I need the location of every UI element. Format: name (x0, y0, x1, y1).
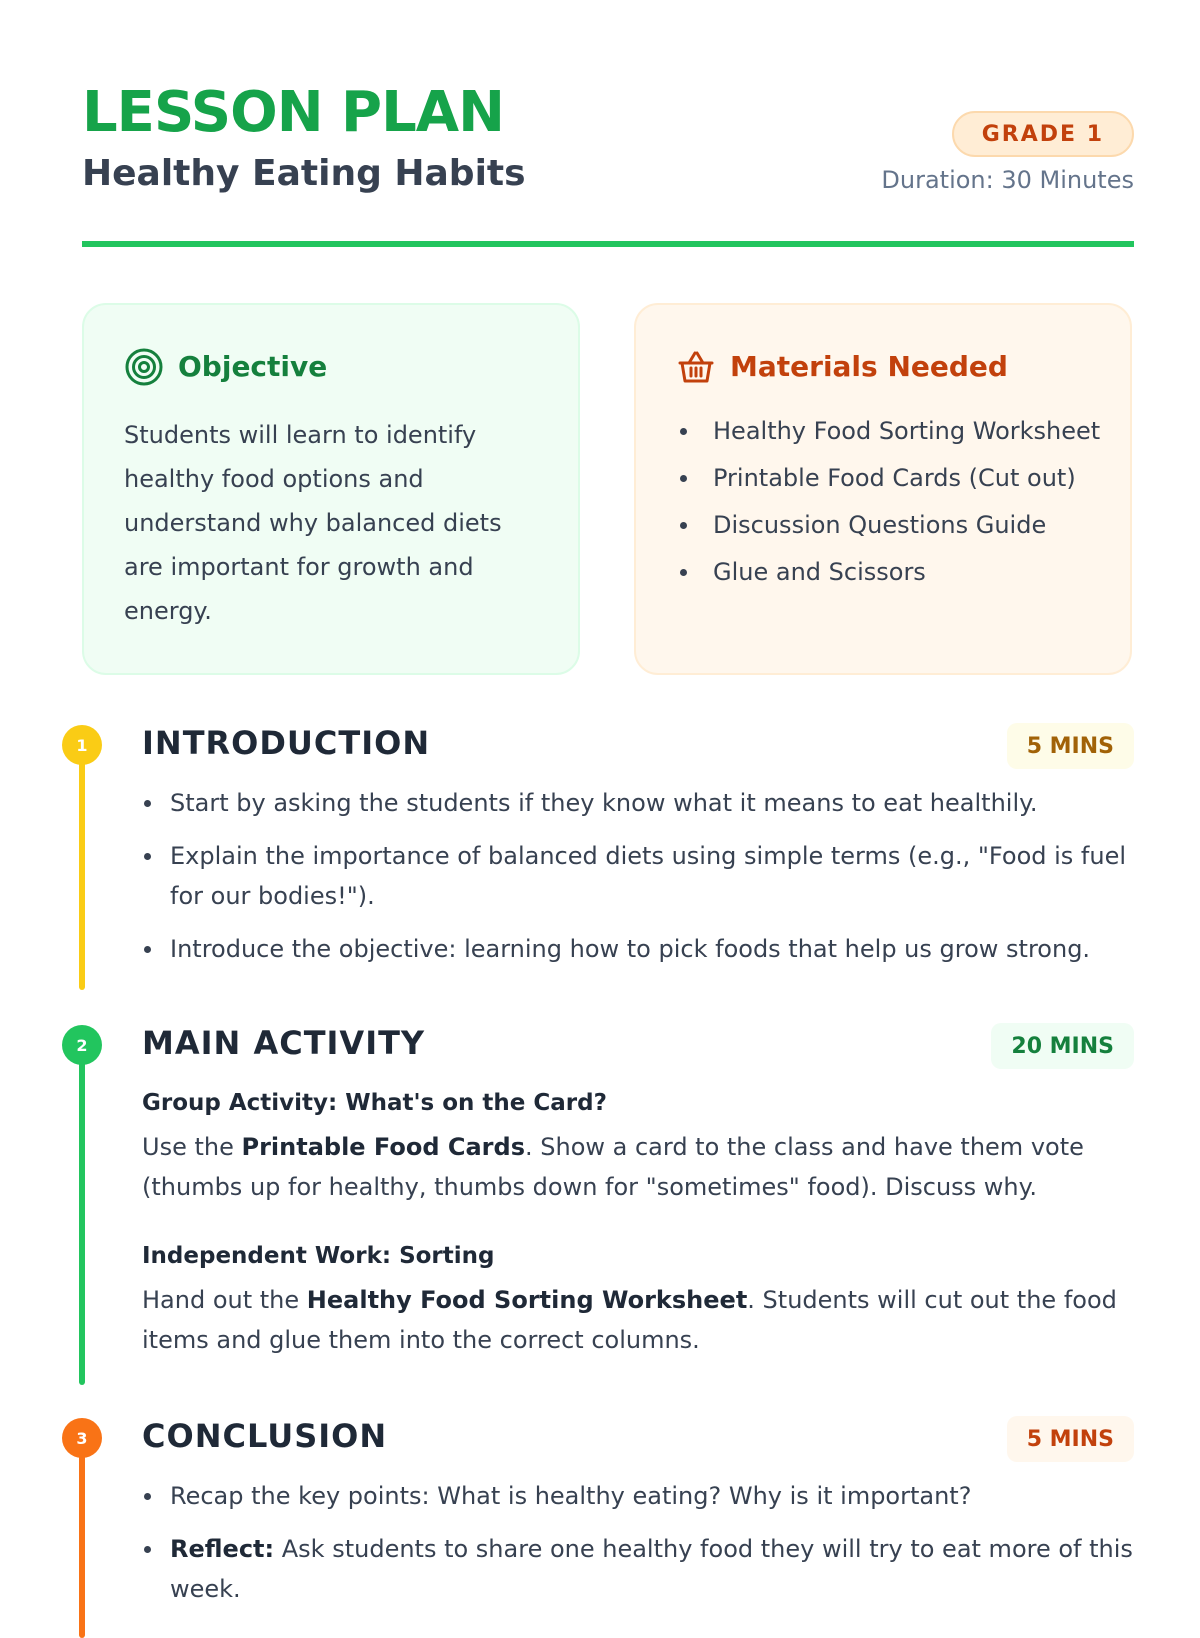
page-subtitle: Healthy Eating Habits (82, 153, 526, 194)
independent-work-text: Hand out the Healthy Food Sorting Worksheet. Students will cut out the food items and glue them into the correct columns. (142, 1286, 1117, 1354)
list-item: Start by asking the students if they know what it means to eat healthily. (142, 783, 1142, 823)
duration-label: Duration: 30 Minutes (881, 166, 1134, 194)
section-title: MAIN ACTIVITY (142, 1024, 426, 1062)
list-item: Introduce the objective: learning how to pick foods that help us grow strong. (142, 929, 1142, 969)
objective-card (82, 303, 580, 675)
list-item: Explain the importance of balanced diets using simple terms (e.g., "Food is fuel for our bodies!"). (142, 836, 1142, 916)
section-title: CONCLUSION (142, 1417, 388, 1455)
materials-title: Materials Needed (730, 350, 1008, 383)
materials-header (676, 347, 1008, 387)
list-item: Discussion Questions Guide (676, 505, 1106, 545)
list-item: Glue and Scissors (676, 552, 1106, 592)
section-list (142, 1476, 1142, 1622)
objective-title: Objective (178, 350, 328, 383)
objective-text: Students will learn to identify healthy food options and understand why balanced diets are important for growth and energy. (124, 421, 502, 625)
materials-card (634, 303, 1132, 675)
header-divider (82, 241, 1134, 247)
list-item: Printable Food Cards (Cut out) (676, 458, 1106, 498)
group-activity-text: Use the Printable Food Cards. Show a card to the class and have them vote (thumbs up for healthy, thumbs down for "sometimes" food). Discuss why. (142, 1133, 1084, 1201)
basket-icon (676, 347, 716, 387)
timeline-line (79, 745, 85, 990)
list-item: Healthy Food Sorting Worksheet (676, 411, 1106, 451)
timeline-line (79, 1438, 85, 1638)
duration-badge: 5 MINS (1007, 1416, 1134, 1462)
objective-header (124, 347, 327, 387)
group-activity-heading: Group Activity: What's on the Card? (142, 1090, 607, 1116)
independent-work-heading: Independent Work: Sorting (142, 1243, 495, 1269)
lesson-plan-page (76, 0, 1134, 1603)
section-title: INTRODUCTION (142, 724, 431, 762)
duration-badge: 20 MINS (991, 1023, 1134, 1069)
step-number-badge: 1 (62, 725, 102, 765)
duration-badge: 5 MINS (1007, 723, 1134, 769)
list-item: Recap the key points: What is healthy eating? Why is it important? (142, 1476, 1142, 1516)
materials-list (676, 411, 1106, 599)
list-item: Reflect: Ask students to share one healthy food they will try to eat more of this week. (142, 1529, 1142, 1609)
step-number-badge: 3 (62, 1418, 102, 1458)
step-number-badge: 2 (62, 1025, 102, 1065)
page-title: LESSON PLAN (82, 80, 504, 145)
target-icon (124, 347, 164, 387)
section-list (142, 783, 1142, 982)
timeline-line (79, 1045, 85, 1385)
grade-badge: GRADE 1 (952, 111, 1134, 157)
